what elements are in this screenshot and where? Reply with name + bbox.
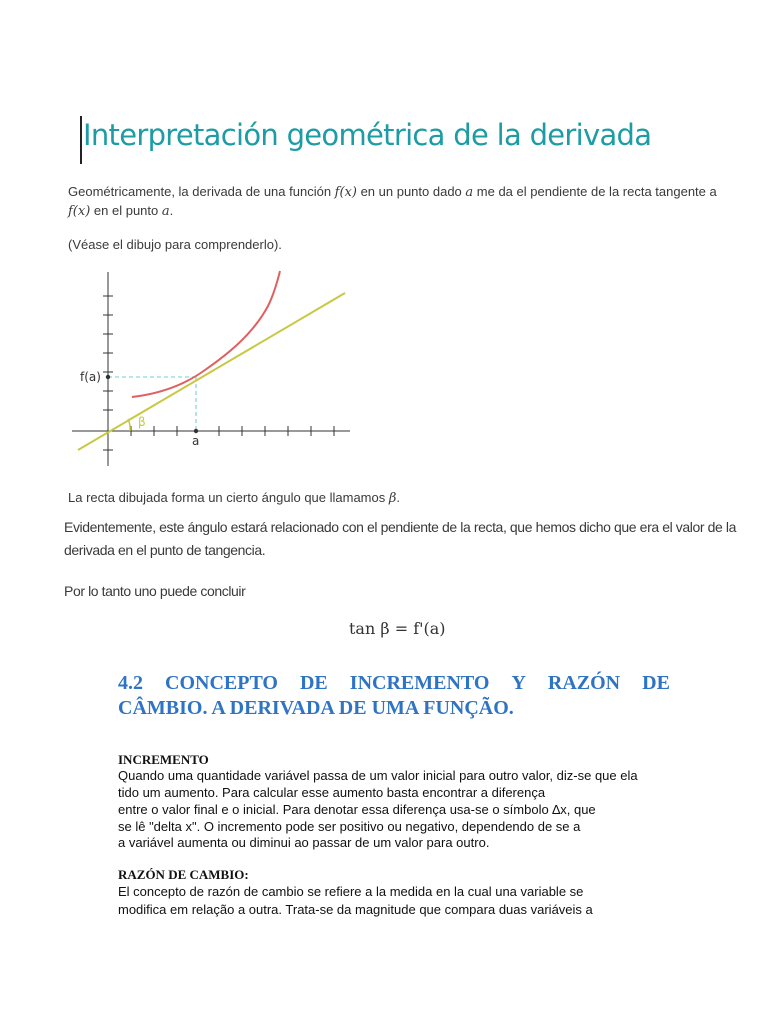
- angle-caption: La recta dibujada forma un cierto ángulo que llamamos β.: [68, 490, 400, 506]
- incremento-text-line: tido um aumento. Para calcular esse aumento basta encontrar a diferença: [118, 785, 546, 800]
- razon-text-line: El concepto de razón de cambio se refiere a la medida en la cual una variable se: [118, 884, 584, 899]
- a-math: a: [465, 185, 474, 200]
- text-cursor: [80, 116, 82, 164]
- see-drawing-note: (Véase el dibujo para comprenderlo).: [68, 237, 282, 252]
- tangent-line: [78, 293, 345, 450]
- tangent-line-graph: [68, 266, 353, 488]
- intro-line-2: f(x) en el punto a.: [68, 203, 174, 219]
- beta-label: β: [138, 415, 146, 429]
- tangent-formula: tan β = f'(a): [349, 619, 446, 638]
- razon-text-line: modifica em relação a outra. Trata-se da magnitude que compara duas variáveis a: [118, 902, 593, 917]
- beta-angle-arc: [128, 419, 130, 431]
- fa-label: f(a): [80, 370, 101, 384]
- section-heading: [118, 671, 670, 721]
- a-label: a: [192, 434, 200, 448]
- page-title: Interpretación geométrica de la derivada: [83, 118, 652, 152]
- incremento-text-line: entre o valor final e o inicial. Para denotar essa diferença usa-se o símbolo ∆x, que: [118, 802, 596, 817]
- incremento-text-line: Quando uma quantidade variável passa de um valor inicial para outro valor, diz-se que ela: [118, 768, 638, 783]
- fx-math: f(x): [68, 204, 91, 219]
- beta-math: β: [388, 491, 397, 506]
- conclusion-text: Por lo tanto uno puede concluir: [64, 583, 246, 599]
- function-curve: [132, 271, 280, 397]
- a-point: [194, 429, 198, 433]
- incremento-heading: INCREMENTO: [118, 752, 209, 767]
- fx-math: f(x): [334, 185, 357, 200]
- incremento-text-line: se lê "delta x". O incremento pode ser positivo ou negativo, dependendo de se a: [118, 819, 581, 834]
- evidentemente-line-1: Evidentemente, este ángulo estará relacionado con el pendiente de la recta, que hemos dicho que era el valor de la: [64, 519, 736, 535]
- intro-line-1: Geométricamente, la derivada de una función f(x) en un punto dado a me da el pendiente de la recta tangente a: [68, 184, 717, 200]
- section-heading-line-1: 4.2 CONCEPTO DE INCREMENTO Y RAZÓN DE: [118, 672, 670, 694]
- incremento-text-line: a variável aumenta ou diminui ao passar de um valor para outro.: [118, 835, 490, 850]
- razon-de-cambio-heading: RAZÓN DE CAMBIO:: [118, 867, 249, 882]
- fa-point: [106, 375, 110, 379]
- section-heading-line-2: CÂMBIO. A DERIVADA DE UMA FUNÇÃO.: [118, 697, 514, 719]
- a-math: a: [161, 204, 170, 219]
- evidentemente-line-2: derivada en el punto de tangencia.: [64, 542, 266, 558]
